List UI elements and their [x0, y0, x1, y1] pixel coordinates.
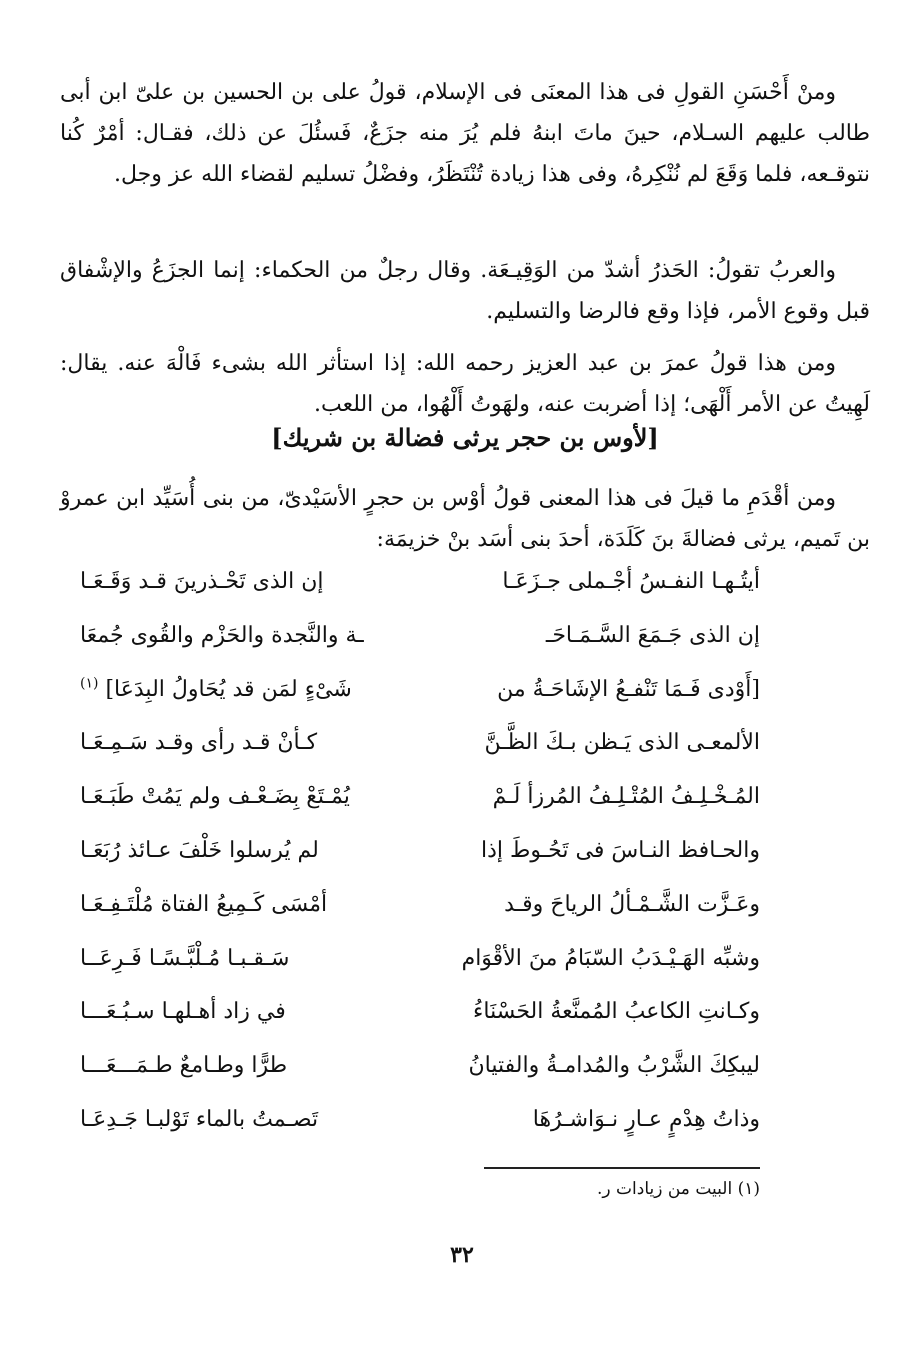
- verse-first-hemistich: الألمعـى الذى يَـظن بـكَ الظَّـنَّ: [484, 730, 760, 756]
- footnote-divider: [484, 1167, 760, 1169]
- paragraph: [60, 72, 870, 195]
- footnote-marker: (١): [80, 675, 99, 692]
- verse-first-hemistich: وذاتُ هِدْمٍ عـارٍ نـوَاشـرُهَا: [532, 1106, 760, 1132]
- verse-second-hemistich: في زاد أهـلهـا سـبُـعَـــا: [80, 999, 286, 1025]
- paragraph: [60, 478, 870, 560]
- poem-verse: [70, 777, 860, 831]
- poem-verse: [70, 562, 860, 616]
- verse-second-hemistich: تَصـمتُ بالماء تَوْلبـا جَـدِعَـا: [80, 1106, 319, 1132]
- verse-first-hemistich: [أَوْدى فَـمَا تَنْفـعُ الإشَاحَـةُ من: [497, 676, 760, 702]
- verse-second-hemistich: كـأنْ قـد رأى وقـد سَـمِـعَـا: [80, 730, 318, 756]
- verse-second-hemistich: [80, 670, 410, 710]
- poem-verse: [70, 1100, 860, 1154]
- section-heading: [لأوس بن حجر يرثى فضالة بن شريك]: [271, 423, 659, 452]
- paragraph-text: والعربُ تقولُ: الحَذرُ أشدّ من الوَقِيـعَة. وقال رجلٌ من الحكماء: إنما الجزَعُ والإشْفاق قبل وقوع الأمر، فإذا وقع فالرضا والتسليم.: [60, 258, 870, 324]
- poem-verse: [70, 885, 860, 939]
- footnote: (١) البيت من زيادات ر.: [597, 1179, 760, 1199]
- poem-verse: [70, 831, 860, 885]
- poem-verse: [70, 670, 860, 724]
- verse-second-hemistich: يُمْـتَعْ بِضَـعْـف ولم يَمُتْ طَبَـعَـا: [80, 784, 350, 810]
- verse-second-hemistich: طرًّا وطـامعٌ طـمَـــعَـــا: [80, 1053, 288, 1079]
- verse-first-hemistich: وشبِّه الهَـيْـدَبُ السّبَامُ منَ الأقْوَام: [461, 945, 760, 971]
- verse-second-hemistich: ـة والنَّجدة والحَزْم والقُوى جُمعَا: [80, 622, 364, 648]
- poem-verse: [70, 723, 860, 777]
- hemistich-text: شَىْءٍ لمَن قد يُحَاولُ البِدَعَا]: [105, 676, 352, 702]
- paragraph-text: ومن هذا قولُ عمرَ بن عبد العزيز رحمه الله: إذا استأثر الله بشىء فَالْهَ عنه. يقال: لَهِيتُ عن الأمر أَلْهَى؛ إذا أضربت عنه، ولهَوتُ أَلْهُوا، من اللعب.: [60, 351, 870, 417]
- verse-first-hemistich: والحـافظ النـاسَ فى تَحُـوطَ إذا: [481, 837, 760, 863]
- verse-first-hemistich: ليبكِكَ الشَّرْبُ والمُدامـةُ والفتيانُ: [468, 1053, 760, 1079]
- verse-second-hemistich: لم يُرسلوا خَلْفَ عـائذ رُبَعَـا: [80, 837, 319, 863]
- poem: [70, 562, 860, 1154]
- verse-first-hemistich: وكـانتِ الكاعبُ المُمنَّعةُ الحَسْنَاءُ: [473, 999, 760, 1025]
- verse-second-hemistich: أمْسَى كَـمِيعُ الفتاة مُلْتَـفِـعَـا: [80, 891, 328, 917]
- poem-verse: [70, 992, 860, 1046]
- poem-verse: [70, 1046, 860, 1100]
- verse-second-hemistich: سَـقـبـا مُـلْبَّـسًـا فَـرِعَــا: [80, 945, 290, 971]
- poem-verse: [70, 616, 860, 670]
- verse-first-hemistich: وعَـزَّت الشَّـمْـألُ الرياحَ وقـد: [504, 891, 760, 917]
- verse-first-hemistich: إن الذى جَـمَعَ السَّـمَـاحَـ: [545, 622, 760, 648]
- poem-verse: [70, 939, 860, 993]
- verse-second-hemistich: إن الذى تَحْـذرينَ قـد وَقَـعَـا: [80, 569, 324, 594]
- page-number: ٣٢: [450, 1242, 474, 1268]
- verse-first-hemistich: أيتُـهـا النفـسُ أجْـملى جـزَعَـا: [502, 569, 760, 594]
- paragraph: [60, 250, 870, 332]
- paragraph-text: ومنْ أَحْسَنِ القولِ فى هذا المعنَى فى الإسلام، قولُ على بن الحسين بن علىّ ابن أبى طالب عليهم السـلام، حينَ ماتَ ابنهُ فلم يُرَ منه جزَعٌ، فَسئُلَ عن ذلك، فقـال: أمْرٌ كُنا نتوقـعه، فلما وَقَعَ لم نُنْكِرهُ، وفى هذا زيادة تُنْتَظَرُ، وفضْلُ تسليم لقضاء الله عز وجل.: [60, 80, 870, 187]
- verse-first-hemistich: المُـخْـلِـفُ المُتْـلِـفُ المُرزأ لَـمْ: [492, 784, 760, 810]
- paragraph: [60, 343, 870, 425]
- paragraph-text: ومن أقْدَمِ ما قيلَ فى هذا المعنى قولُ أوْس بن حجرٍ الأسَيْدىّ، من بنى أُسَيِّد ابن عمروْ بن تَميم، يرثى فضالةَ بنَ كَلَدَة، أحدَ بنى أسَد بنْ خزيمَة:: [60, 486, 870, 552]
